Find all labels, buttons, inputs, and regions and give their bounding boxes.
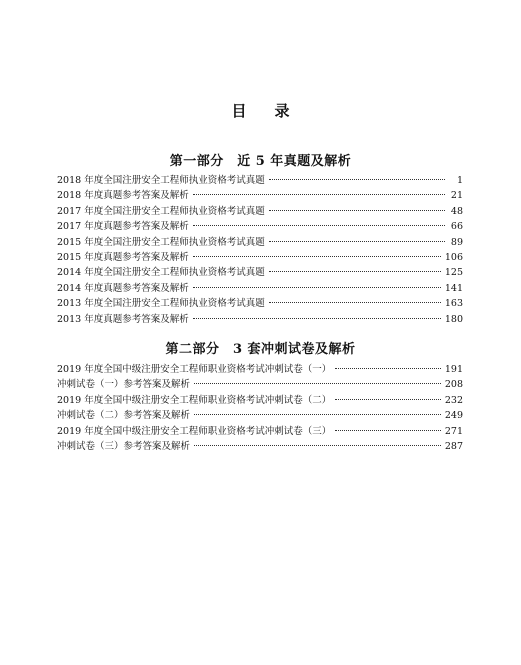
part1-toc-list [57, 173, 463, 327]
dot-leader [193, 225, 445, 226]
toc-entry[interactable] [57, 250, 463, 265]
title-char-2: 录 [274, 102, 290, 120]
toc-entry-page-number: 1 [456, 175, 463, 186]
toc-entry-label: 2013 年度全国注册安全工程师执业资格考试真题 [57, 298, 265, 310]
toc-entry-label: 2014 年度真题参考答案及解析 [57, 282, 189, 294]
toc-entry-page-number: 249 [444, 410, 463, 422]
toc-entry-page-number: 191 [444, 364, 463, 375]
dot-leader [193, 318, 441, 319]
toc-entry-label: 2018 年度真题参考答案及解析 [57, 190, 189, 202]
toc-entry-page-number: 208 [444, 379, 463, 391]
toc-entry[interactable] [57, 408, 463, 423]
toc-entry-page-number: 48 [450, 205, 463, 217]
toc-entry-label: 2019 年度全国中级注册安全工程师职业资格考试冲刺试卷（一） [57, 364, 332, 375]
toc-entry-label: 2019 年度全国中级注册安全工程师职业资格考试冲刺试卷（三） [57, 425, 332, 437]
toc-entry-page-number: 180 [444, 313, 463, 325]
toc-entry-page-number: 89 [450, 236, 463, 248]
dot-leader [269, 210, 445, 211]
toc-entry-label: 冲刺试卷（三）参考答案及解析 [57, 440, 191, 452]
dot-leader [269, 271, 441, 272]
dot-leader [269, 179, 445, 180]
toc-entry[interactable] [57, 173, 463, 188]
part2-heading: 第二部分 3 套冲刺试卷及解析 [165, 342, 356, 357]
toc-entry-page-number: 106 [444, 251, 463, 263]
toc-entry[interactable] [57, 188, 463, 203]
toc-entry-page-number: 21 [450, 190, 463, 202]
toc-entry[interactable] [57, 235, 463, 250]
toc-entry[interactable] [57, 265, 463, 280]
part2-toc-list [57, 362, 463, 454]
toc-entry-label: 2019 年度全国中级注册安全工程师职业资格考试冲刺试卷（二） [57, 394, 332, 406]
toc-entry-label: 2017 年度全国注册安全工程师执业资格考试真题 [57, 205, 265, 217]
toc-entry-page-number: 287 [444, 440, 463, 452]
toc-entry[interactable] [57, 393, 463, 408]
dot-leader [194, 414, 441, 415]
dot-leader [193, 256, 441, 257]
toc-entry[interactable] [57, 377, 463, 392]
toc-entry-page-number: 141 [444, 282, 463, 294]
toc-entry-label: 2013 年度真题参考答案及解析 [57, 313, 189, 325]
toc-entry-label: 2017 年度真题参考答案及解析 [57, 221, 189, 233]
page-title [0, 100, 521, 121]
toc-entry-label: 2015 年度真题参考答案及解析 [57, 251, 189, 263]
toc-entry-label: 冲刺试卷（二）参考答案及解析 [57, 410, 191, 422]
toc-entry[interactable] [57, 204, 463, 219]
toc-entry-page-number: 232 [444, 394, 463, 406]
title-char-1: 目 [231, 102, 247, 120]
toc-entry[interactable] [57, 312, 463, 327]
dot-leader [335, 399, 441, 400]
toc-entry-page-number: 66 [450, 221, 463, 233]
dot-leader [269, 302, 441, 303]
toc-entry[interactable] [57, 219, 463, 234]
part1-heading: 第一部分 近 5 年真题及解析 [169, 154, 352, 169]
dot-leader [194, 383, 441, 384]
dot-leader [335, 430, 441, 431]
dot-leader [335, 368, 441, 369]
toc-entry-page-number: 163 [444, 298, 463, 310]
toc-entry-label: 2018 年度全国注册安全工程师执业资格考试真题 [57, 175, 265, 186]
dot-leader [193, 194, 445, 195]
toc-entry-label: 冲刺试卷（一）参考答案及解析 [57, 379, 191, 391]
toc-entry[interactable] [57, 281, 463, 296]
dot-leader [193, 287, 441, 288]
toc-entry-label: 2014 年度全国注册安全工程师执业资格考试真题 [57, 267, 265, 279]
toc-entry[interactable] [57, 424, 463, 439]
dot-leader [194, 445, 441, 446]
toc-entry-page-number: 125 [444, 267, 463, 279]
toc-entry[interactable] [57, 296, 463, 311]
toc-entry-page-number: 271 [444, 425, 463, 437]
toc-entry[interactable] [57, 362, 463, 377]
toc-entry[interactable] [57, 439, 463, 454]
dot-leader [269, 241, 445, 242]
toc-entry-label: 2015 年度全国注册安全工程师执业资格考试真题 [57, 236, 265, 248]
